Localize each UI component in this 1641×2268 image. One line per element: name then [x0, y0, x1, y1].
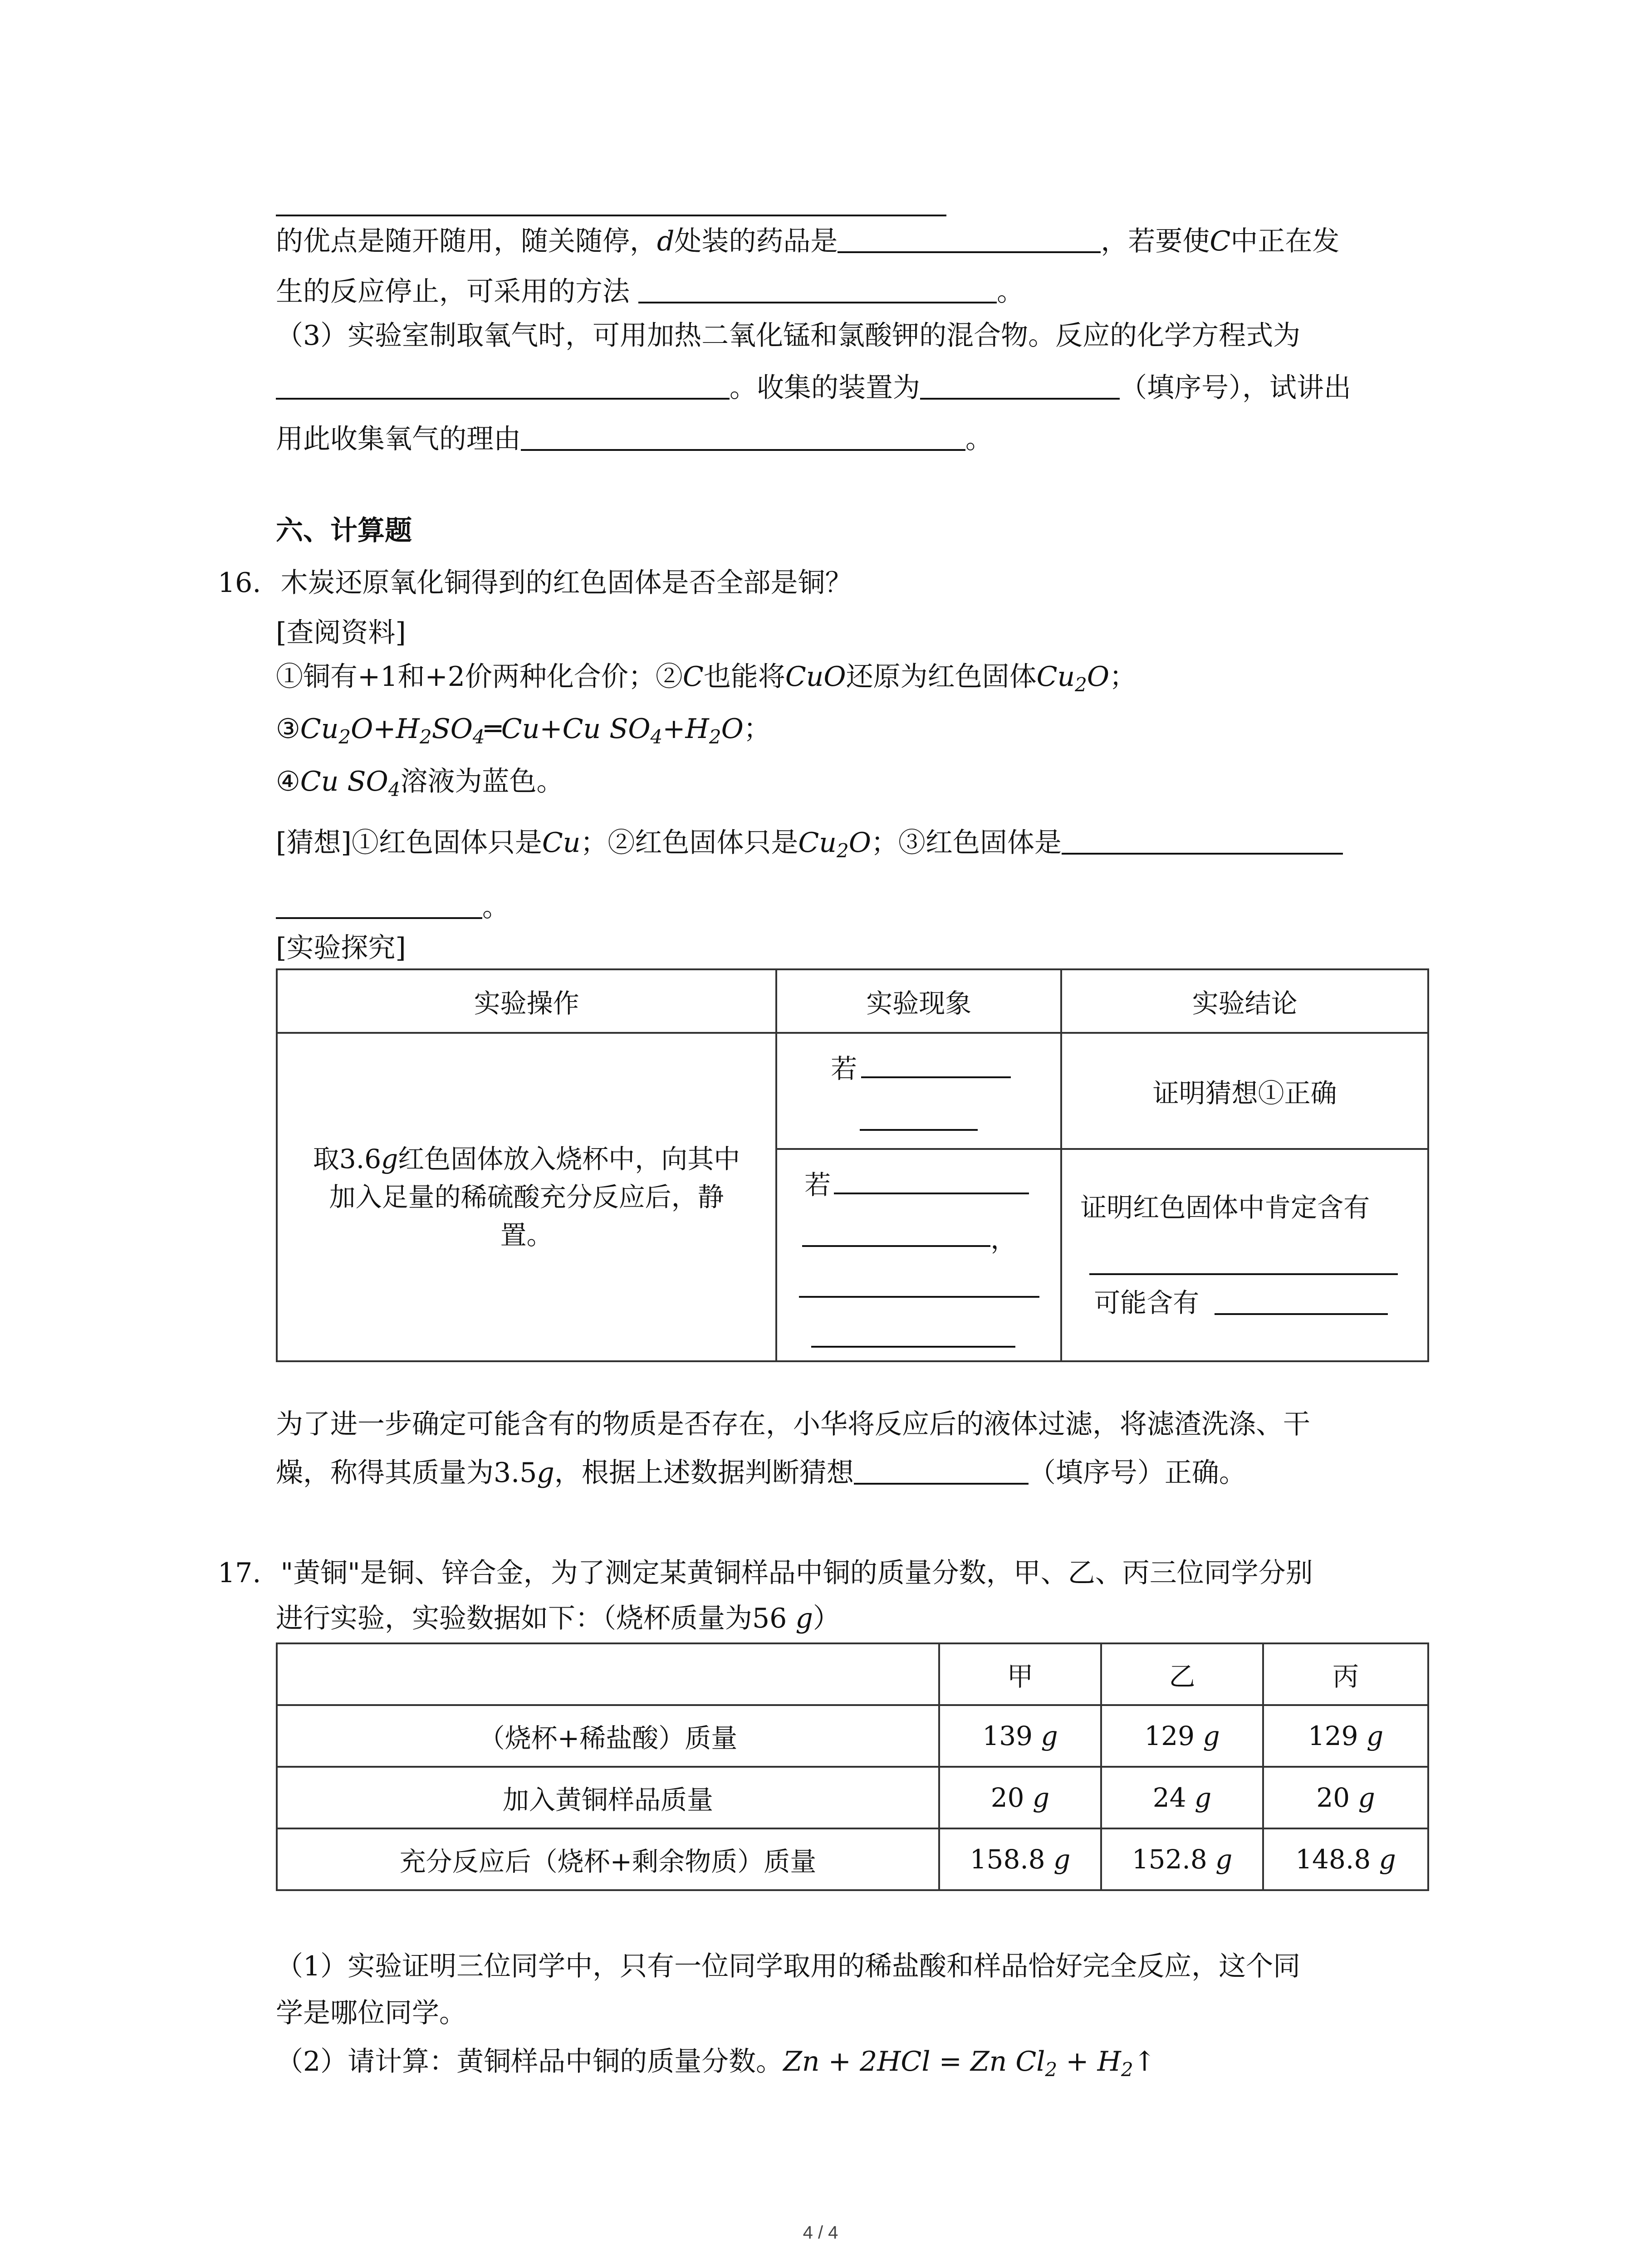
answer-blank[interactable]	[861, 1049, 1011, 1078]
table-row	[277, 1705, 1428, 1767]
table-header: 实验操作	[277, 969, 776, 1033]
table-cell: 148.8 g	[1263, 1828, 1428, 1890]
answer-blank[interactable]	[834, 1165, 1029, 1194]
answer-blank[interactable]	[1089, 1246, 1398, 1275]
ref-item-4: ④Cu $SO_4$溶液为蓝色。	[276, 766, 564, 801]
page-number: 4 / 4	[803, 2223, 838, 2243]
answer-blank[interactable]	[1215, 1286, 1388, 1315]
table-row	[277, 1767, 1428, 1828]
answer-blank[interactable]	[854, 1456, 1029, 1485]
table-row	[277, 1828, 1428, 1890]
table-header-row	[277, 969, 1428, 1033]
phenomenon-cell: 若 ，	[776, 1149, 1061, 1361]
table-cell: 129 g	[1263, 1705, 1428, 1767]
question-16: 16. 木炭还原氧化铜得到的红色固体是否全部是铜？	[218, 567, 852, 599]
table-cell: 20 g	[939, 1767, 1101, 1828]
paragraph-line: （3）实验室制取氧气时，可用加热二氧化锰和氯酸钾的混合物。反应的化学方程式为	[276, 320, 1301, 352]
row-label: 加入黄铜样品质量	[277, 1767, 939, 1828]
section-title: 六、计算题	[276, 515, 412, 547]
answer-blank[interactable]	[276, 215, 946, 216]
paragraph-line: 进行实验，实验数据如下：（烧杯质量为56 g）	[276, 1603, 840, 1634]
question-number: 16.	[218, 567, 261, 599]
answer-blank[interactable]	[638, 274, 997, 303]
question-number: 17.	[218, 1557, 261, 1589]
table-header: 甲	[939, 1643, 1101, 1705]
table-cell: 152.8 g	[1101, 1828, 1263, 1890]
paragraph-line: 为了进一步确定可能含有的物质是否存在，小华将反应后的液体过滤，将滤渣洗涤、干	[276, 1408, 1310, 1440]
paragraph-line: （1）实验证明三位同学中，只有一位同学取用的稀盐酸和样品恰好完全反应，这个同	[276, 1950, 1301, 1982]
explore-label: [实验探究]	[276, 932, 406, 964]
answer-blank[interactable]	[838, 224, 1101, 253]
ref-item-1: ①铜有+1和+2价两种化合价；②C也能将CuO还原为红色固体$Cu_2O$；	[276, 661, 1137, 696]
answer-blank[interactable]	[1062, 826, 1343, 855]
answer-blank[interactable]	[276, 371, 730, 400]
table-cell: 20 g	[1263, 1767, 1428, 1828]
operation-cell: 取3.6g红色固体放入烧杯中，向其中 加入足量的稀硫酸充分反应后，静 置。	[277, 1033, 776, 1361]
table-cell: 129 g	[1101, 1705, 1263, 1767]
table-header	[277, 1643, 939, 1705]
paragraph-line: 生的反应停止，可采用的方法 。	[276, 274, 1024, 310]
table-row	[277, 1033, 1428, 1149]
ref-item-3: $③Cu_2O+H_2SO_4═Cu+Cu$ $SO_4+H_2O$；	[276, 713, 771, 748]
answer-blank[interactable]	[276, 890, 482, 919]
paragraph-line: 的优点是随开随用，随关随停，d处装的药品是 ，若要使C中正在发	[276, 223, 1339, 259]
paragraph-line: 燥，称得其质量为3.5g，根据上述数据判断猜想 （填序号）正确。	[276, 1455, 1246, 1491]
guess-line: [猜想]①红色固体只是Cu；②红色固体只是$Cu_2O$；③红色固体是	[276, 825, 1343, 861]
experiment-table	[276, 968, 1429, 1362]
table-cell: 139 g	[939, 1705, 1101, 1767]
table-header: 实验结论	[1061, 969, 1428, 1033]
conclusion-cell: 证明猜想①正确	[1061, 1033, 1428, 1149]
table-cell: 158.8 g	[939, 1828, 1101, 1890]
answer-blank[interactable]	[521, 422, 965, 451]
row-label: 充分反应后（烧杯+剩余物质）质量	[277, 1828, 939, 1890]
answer-blank[interactable]	[811, 1319, 1015, 1348]
table-header: 乙	[1101, 1643, 1263, 1705]
answer-blank[interactable]	[799, 1269, 1039, 1298]
phenomenon-cell: 若	[776, 1033, 1061, 1149]
paragraph-line: （2）请计算：黄铜样品中铜的质量分数。Zn + 2HCl = Zn $Cl_2$ + $H_2↑$	[276, 2046, 1156, 2081]
answer-blank[interactable]	[860, 1102, 978, 1131]
paragraph-line: 学是哪位同学。	[276, 1997, 466, 2029]
ref-label: [查阅资料]	[276, 617, 406, 649]
question-17: 17. "黄铜"是铜、锌合金，为了测定某黄铜样品中铜的质量分数，甲、乙、丙三位同学分别	[218, 1557, 1313, 1589]
conclusion-cell: 证明红色固体中肯定含有 可能含有	[1061, 1149, 1428, 1361]
data-table	[276, 1642, 1429, 1891]
paragraph-line: 。收集的装置为 （填序号），试讲出	[276, 370, 1351, 406]
table-header-row	[277, 1643, 1428, 1705]
table-header: 实验现象	[776, 969, 1061, 1033]
paragraph-line: 用此收集氧气的理由 。	[276, 421, 993, 457]
answer-blank[interactable]	[920, 371, 1120, 400]
table-cell: 24 g	[1101, 1767, 1263, 1828]
answer-blank[interactable]	[802, 1218, 990, 1247]
row-label: （烧杯+稀盐酸）质量	[277, 1705, 939, 1767]
guess-line-cont: 。	[276, 889, 509, 925]
table-header: 丙	[1263, 1643, 1428, 1705]
